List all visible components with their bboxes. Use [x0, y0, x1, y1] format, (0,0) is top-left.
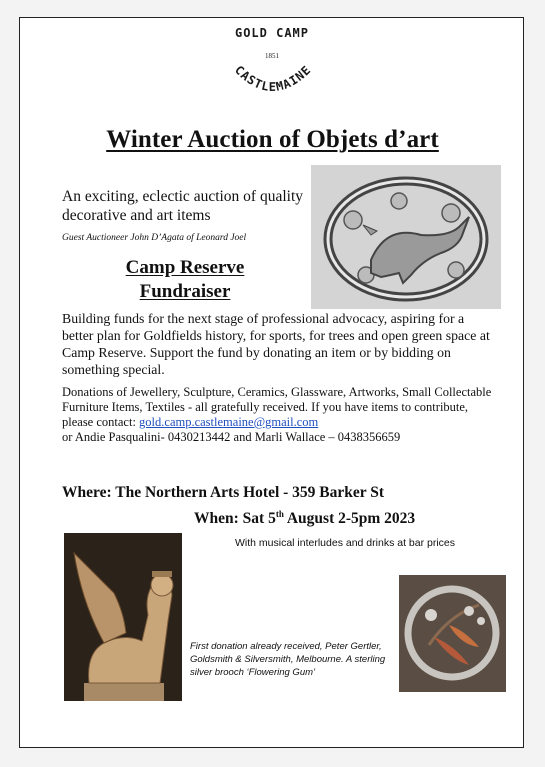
- intro-text: An exciting, eclectic auction of quality decorative and art items: [62, 188, 304, 224]
- logo-bottom-text: CASTLEMAINE: [231, 62, 314, 95]
- donations-body: Donations of Jewellery, Sculpture, Ceramics, Glassware, Artworks, Small Collectable Furniture Items, Textiles - all gratefully received. If you have items to contribute, please contact:: [62, 385, 492, 429]
- event-location: Where: The Northern Arts Hotel - 359 Barker St: [62, 484, 385, 501]
- music-note: With musical interludes and drinks at bar prices: [235, 537, 456, 549]
- subheading-line2: Fundraiser: [139, 281, 231, 302]
- guest-auctioneer: Guest Auctioneer John D’Agata of Leonard Joel: [62, 233, 247, 243]
- contacts-phone: or Andie Pasqualini- 0430213442 and Marli Wallace – 0438356659: [62, 430, 401, 444]
- donation-caption: First donation already received, Peter Gertler, Goldsmith & Silversmith, Melbourne. A sterling silver brooch ‘Flowering Gum’: [190, 641, 386, 678]
- flowering-gum-brooch-image: [399, 575, 506, 692]
- date-suffix-sup: th: [275, 509, 284, 519]
- donations-text: [62, 385, 502, 445]
- gold-camp-logo: [216, 22, 328, 112]
- subheading-line1: Camp Reserve: [125, 257, 245, 278]
- fund-paragraph: Building funds for the next stage of professional advocacy, aspiring for a better plan for Goldfields history, for sports, for trees and open green space at Camp Reserve. Support the fund by donating an item or by bidding on something special.: [62, 311, 490, 377]
- logo-arc-text: [216, 22, 328, 112]
- event-date: [194, 509, 504, 528]
- flyer-page: [19, 17, 524, 748]
- logo-top-text: GOLD CAMP: [234, 26, 310, 40]
- contact-email-link[interactable]: gold.camp.castlemaine@gmail.com: [139, 415, 319, 429]
- deer-brooch-image: [311, 165, 501, 309]
- sphinx-sculpture-image: [64, 533, 182, 701]
- logo-year: 1851: [265, 52, 279, 60]
- date-prefix: When: Sat 5: [194, 510, 276, 528]
- page-title: Winter Auction of Objets d’art: [106, 126, 439, 153]
- date-rest: August 2-5pm 2023: [283, 510, 416, 528]
- svg-text:CASTLEMAINE: [232, 63, 314, 94]
